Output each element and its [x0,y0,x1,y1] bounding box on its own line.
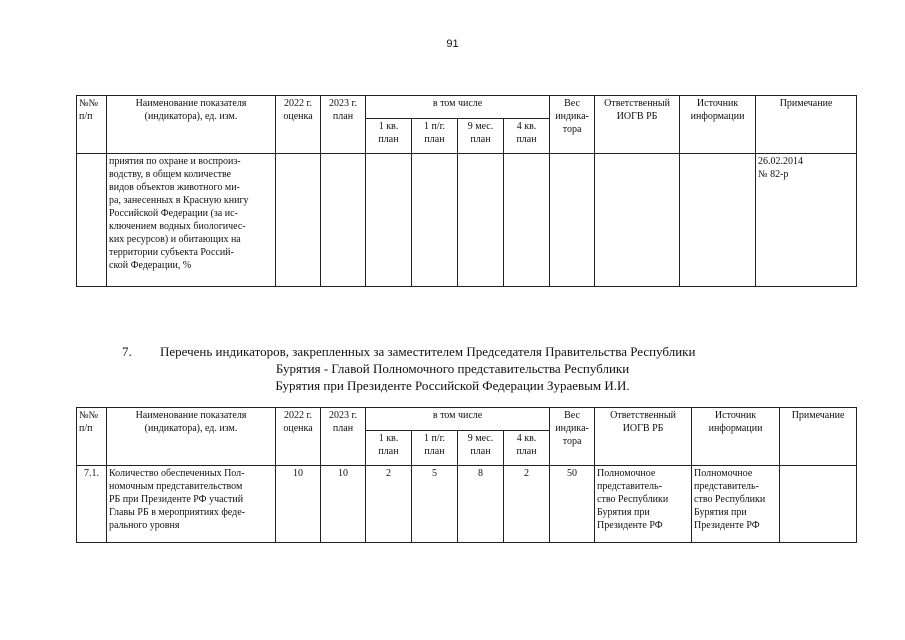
header-q4: 4 кв. план [504,119,550,154]
header-name: Наименование показателя (индикатора), ед. изм. [107,408,276,466]
cell-source: Полномочное представитель- ство Республики Бурятия при Президенте РФ [692,466,780,543]
cell-note: 26.02.2014 № 82-р [756,154,857,287]
cell-note [780,466,857,543]
header-source: Источник информации [692,408,780,466]
header-row [77,408,857,431]
header-responsible: Ответственный ИОГВ РБ [595,408,692,466]
cell-q1: 2 [366,466,412,543]
cell-num: 7.1. [77,466,107,543]
header-q4: 4 кв. план [504,431,550,466]
header-num: №№ п/п [77,96,107,154]
page-number: 91 [446,38,459,50]
header-9m: 9 мес. план [458,431,504,466]
cell-q1 [366,154,412,287]
cell-9m [458,154,504,287]
header-weight: Вес индика- тора [550,408,595,466]
header-num: №№ п/п [77,408,107,466]
header-source: Источник информации [680,96,756,154]
cell-2022: 10 [276,466,321,543]
table-row [77,466,857,543]
cell-q4: 2 [504,466,550,543]
cell-9m: 8 [458,466,504,543]
section-title-line-2: Бурятия - Главой Полномочного представительства Республики [275,361,630,376]
table-row [77,154,857,287]
cell-weight [550,154,595,287]
header-2023: 2023 г. план [321,96,366,154]
header-responsible: Ответственный ИОГВ РБ [595,96,680,154]
header-name: Наименование показателя (индикатора), ед. изм. [107,96,276,154]
cell-h1: 5 [412,466,458,543]
cell-name: Количество обеспеченных Пол- номочным представительством РБ при Президенте РФ участий Главы РБ в мероприятиях феде- рального уровня [107,466,276,543]
cell-2023 [321,154,366,287]
cell-q4 [504,154,550,287]
cell-2023: 10 [321,466,366,543]
header-2022: 2022 г. оценка [276,96,321,154]
header-2023: 2023 г. план [321,408,366,466]
header-9m: 9 мес. план [458,119,504,154]
header-including: в том числе [366,408,550,431]
cell-name: приятия по охране и воспроиз- водству, в общем количестве видов объектов животного ми- ра, занесенных в Красную книгу Российской Федерации (за ис- ключением водных биологичес- ких ресурсов) и обитающих на территории субъекта Россий- ской Федерации, % [107,154,276,287]
cell-responsible [595,154,680,287]
cell-2022 [276,154,321,287]
header-including: в том числе [366,96,550,119]
section-number: 7. [122,344,132,359]
cell-responsible: Полномочное представитель- ство Республики Бурятия при Президенте РФ [595,466,692,543]
cell-source [680,154,756,287]
header-note: Примечание [756,96,857,154]
header-note: Примечание [780,408,857,466]
section-title-line-1: Перечень индикаторов, закрепленных за заместителем Председателя Правительства Республики [160,344,696,359]
header-q1: 1 кв. план [366,119,412,154]
section-heading [0,343,905,394]
cell-num [77,154,107,287]
header-weight: Вес индика- тора [550,96,595,154]
indicators-table [76,407,857,543]
header-row [77,96,857,119]
header-h1: 1 п/г. план [412,119,458,154]
indicators-table-continued [76,95,857,287]
cell-weight: 50 [550,466,595,543]
cell-h1 [412,154,458,287]
section-title-line-3: Бурятия при Президенте Российской Федерации Зураевым И.И. [275,378,630,393]
header-q1: 1 кв. план [366,431,412,466]
header-h1: 1 п/г. план [412,431,458,466]
header-2022: 2022 г. оценка [276,408,321,466]
